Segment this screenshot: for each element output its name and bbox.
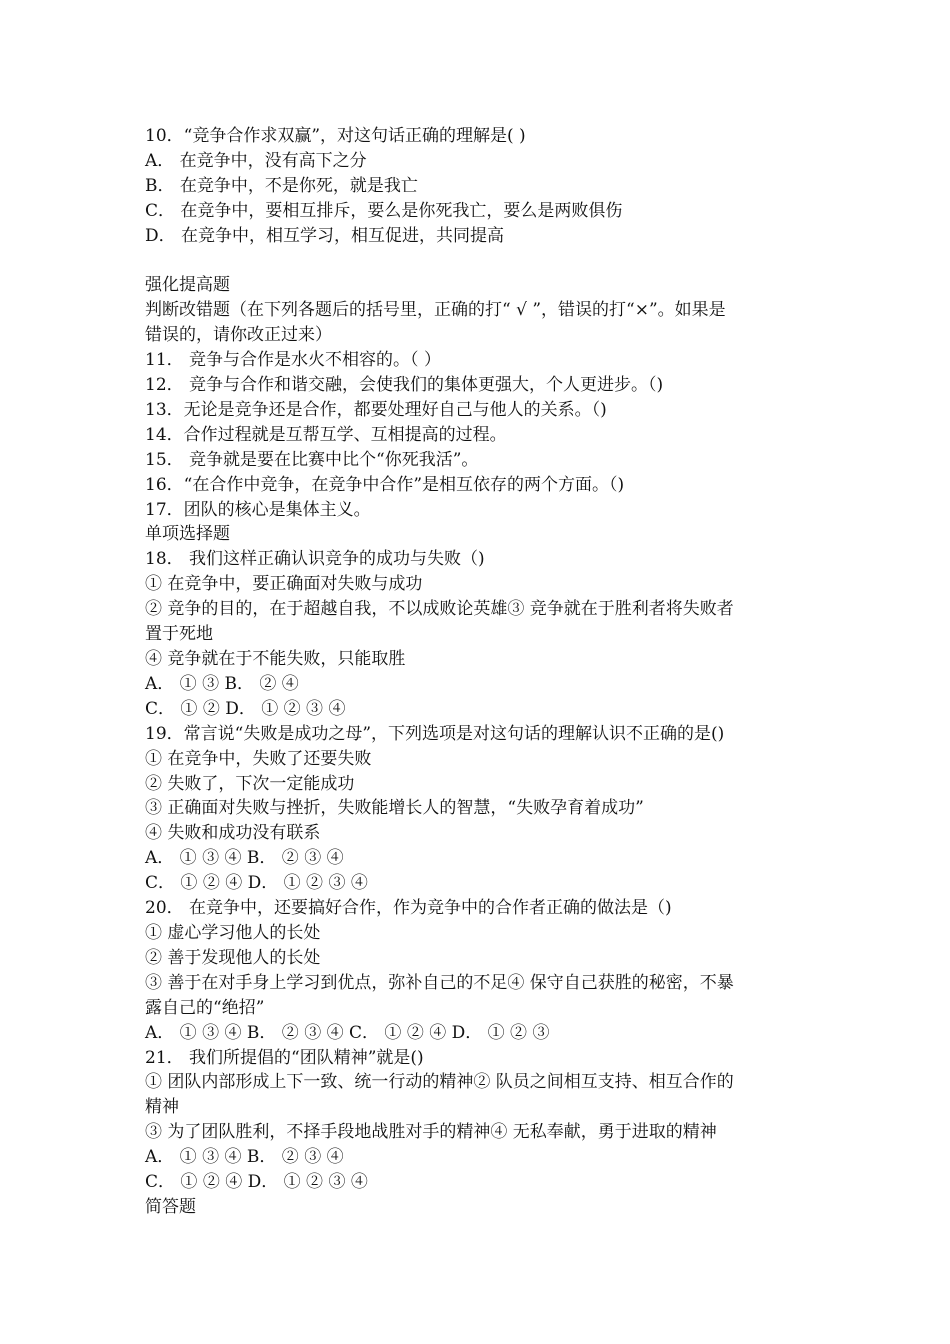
text-line: B． 在竞争中，不是你死，就是我亡 (145, 175, 418, 196)
text-line: ④ 竞争就在于不能失败，只能取胜 (145, 649, 406, 670)
text-line: ① 在竞争中，失败了还要失败 (145, 748, 372, 769)
text-line: A． ① ③ ④ B． ② ③ ④ (145, 1147, 344, 1168)
text-line: 单项选择题 (145, 524, 230, 545)
text-line: 简答题 (145, 1196, 196, 1217)
text-line: 判断改错题（在下列各题后的括号里，正确的打“ √ ”，错误的打“×”。如果是 (145, 300, 726, 321)
paragraph-gap (145, 249, 815, 274)
text-line: A． ① ③ ④ B． ② ③ ④ C． ① ② ④ D． ① ② ③ (145, 1022, 550, 1043)
text-line: 21． 我们所提倡的“团队精神”就是() (145, 1047, 424, 1068)
text-line: A． ① ③ ④ B． ② ③ ④ (145, 848, 344, 869)
practice-section (145, 273, 815, 1219)
text-line: ① 在竞争中，要正确面对失败与成功 (145, 574, 423, 595)
text-line: ① 虚心学习他人的长处 (145, 922, 321, 943)
text-line: 15． 竞争就是要在比赛中比个“你死我活”。 (145, 449, 479, 470)
text-line: 17．团队的核心是集体主义。 (145, 499, 371, 520)
text-line: 18． 我们这样正确认识竞争的成功与失败（) (145, 549, 485, 570)
text-line: ③ 善于在对手身上学习到优点，弥补自己的不足④ 保守自己获胜的秘密，不暴 (145, 972, 734, 993)
text-line: 16．“在合作中竞争，在竞争中合作”是相互依存的两个方面。（) (145, 474, 625, 495)
text-line: ① 团队内部形成上下一致、统一行动的精神② 队员之间相互支持、相互合作的 (145, 1072, 734, 1093)
text-line: 20． 在竞争中，还要搞好合作，作为竞争中的合作者正确的做法是（) (145, 898, 672, 919)
text-line: C． ① ② ④ D． ① ② ③ ④ (145, 1172, 368, 1193)
text-line: C． ① ② ④ D． ① ② ③ ④ (145, 873, 368, 894)
text-line: 11． 竞争与合作是水火不相容的。（ ） (145, 350, 441, 371)
text-line: ② 善于发现他人的长处 (145, 947, 321, 968)
text-line: 露自己的“绝招” (145, 997, 265, 1018)
text-line: A． ① ③ B． ② ④ (145, 673, 299, 694)
text-line: A． 在竞争中，没有高下之分 (145, 150, 367, 171)
text-line: ④ 失败和成功没有联系 (145, 823, 321, 844)
text-line: ③ 为了团队胜利，不择手段地战胜对手的精神④ 无私奉献，勇于进取的精神 (145, 1122, 717, 1143)
text-line: ③ 正确面对失败与挫折，失败能增长人的智慧，“失败孕育着成功” (145, 798, 644, 819)
text-line: 12． 竞争与合作和谐交融，会使我们的集体更强大，个人更进步。（) (145, 375, 664, 396)
document-body (145, 124, 815, 1220)
text-line: 强化提高题 (145, 275, 230, 296)
text-line: 13．无论是竞争还是合作，都要处理好自己与他人的关系。（) (145, 399, 607, 420)
text-line: 19．常言说“失败是成功之母”，下列选项是对这句话的理解认识不正确的是() (145, 723, 725, 744)
text-line: D． 在竞争中，相互学习，相互促进，共同提高 (145, 225, 505, 246)
text-line: 14．合作过程就是互帮互学、互相提高的过程。 (145, 424, 507, 445)
text-line: 10．“竞争合作求双赢”，对这句话正确的理解是( ) (145, 126, 526, 146)
text-line: ② 失败了，下次一定能成功 (145, 773, 355, 794)
text-line: 错误的，请你改正过来） (145, 325, 332, 346)
text-line: C． 在竞争中，要相互排斥，要么是你死我亡，要么是两败俱伤 (145, 200, 623, 221)
text-line: 置于死地 (145, 624, 213, 645)
question-10-block (145, 124, 815, 249)
text-line: 精神 (145, 1097, 179, 1118)
text-line: C． ① ② D． ① ② ③ ④ (145, 698, 346, 719)
text-line: ② 竞争的目的，在于超越自我，不以成败论英雄③ 竞争就在于胜利者将失败者 (145, 599, 734, 620)
